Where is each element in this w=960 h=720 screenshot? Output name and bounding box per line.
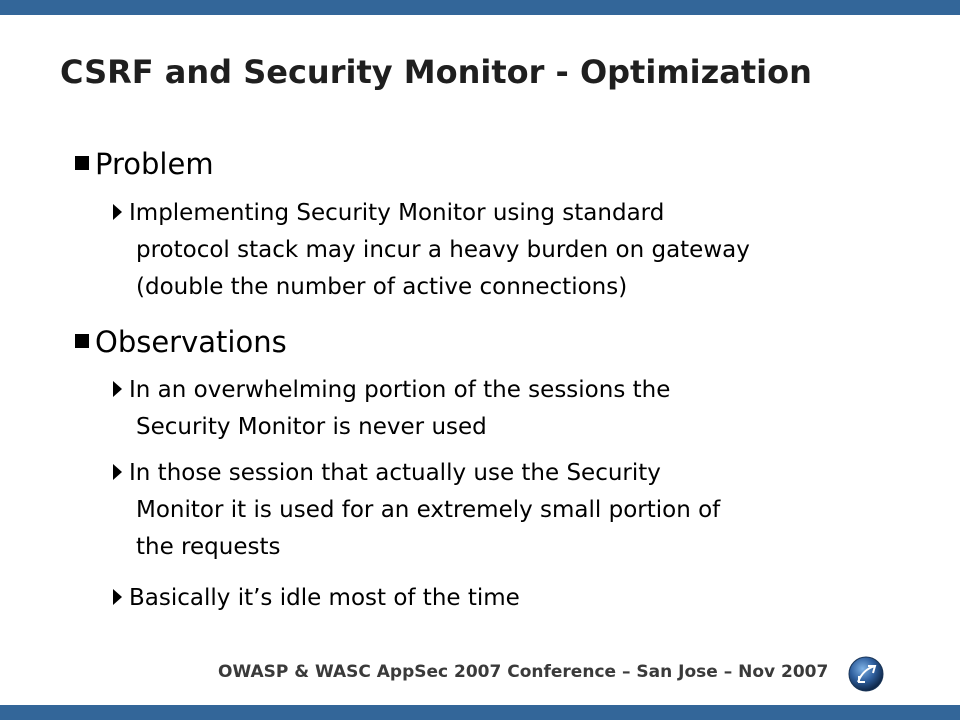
section-heading-observations (75, 324, 287, 360)
section-heading-problem (75, 146, 214, 182)
list-item-line: In an overwhelming portion of the sessions the (113, 372, 903, 409)
list-item (113, 455, 903, 566)
list-item-line: (double the number of active connections) (136, 274, 628, 300)
list-item-line: Security Monitor is never used (136, 414, 487, 440)
arrow-bullet-icon (113, 589, 122, 605)
owasp-globe-logo-icon (848, 656, 884, 692)
list-item (113, 195, 903, 306)
square-bullet-icon (75, 334, 89, 348)
bottom-decorative-bar (0, 705, 960, 720)
list-item-line: protocol stack may incur a heavy burden on gateway (136, 237, 750, 263)
list-item-line: Basically it’s idle most of the time (113, 580, 903, 617)
slide-title: CSRF and Security Monitor - Optimization (60, 53, 812, 91)
section-heading-label: Observations (95, 325, 287, 359)
slide-footer: OWASP & WASC AppSec 2007 Conference – San Jose – Nov 2007 (218, 662, 829, 682)
arrow-bullet-icon (113, 464, 122, 480)
arrow-bullet-icon (113, 204, 122, 220)
list-item-line: Implementing Security Monitor using standard (113, 195, 903, 232)
list-item (113, 580, 903, 617)
section-heading-label: Problem (95, 147, 214, 181)
list-item-line: Monitor it is used for an extremely small portion of (136, 497, 721, 523)
square-bullet-icon (75, 156, 89, 170)
arrow-bullet-icon (113, 381, 122, 397)
list-item-line: In those session that actually use the Security (113, 455, 903, 492)
list-item (113, 372, 903, 446)
list-item-line: the requests (136, 534, 281, 560)
